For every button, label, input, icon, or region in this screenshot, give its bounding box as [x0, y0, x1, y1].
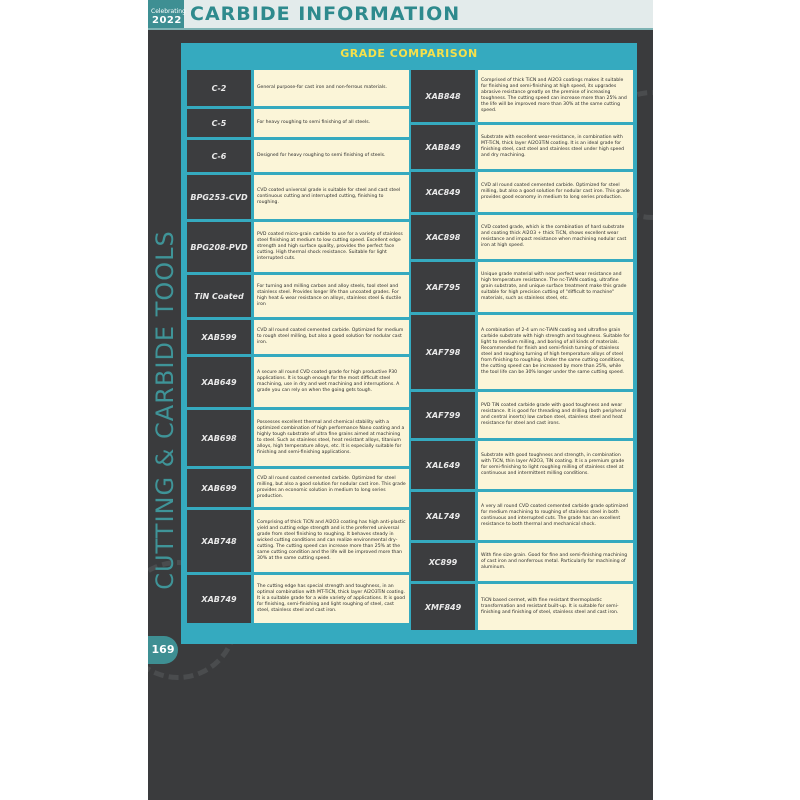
grade-code: XAF798	[411, 315, 475, 389]
grade-code: XAB698	[187, 410, 251, 466]
grade-row	[411, 392, 633, 438]
grade-code: TiN Coated	[187, 275, 251, 317]
grade-description: CVD all round coated cemented carbide. Optimized for steel milling, but also a good solution for nodular cast iron. This grade provides good economy in medium to long series production.	[478, 172, 633, 212]
grade-code: BPG208-PVD	[187, 222, 251, 272]
anniversary-badge	[148, 0, 184, 28]
grade-description: Possesses excellent thermal and chemical stability with a optimized combination of high performance Nano coating and a highly tough substrate of ultra fine grains aimed at machining to steel. Such as stainless steel, heat resistant alloys, titanium alloys, high temperature alloys, etc. It is especially suitable for finishing and semi-finishing applications.	[254, 410, 409, 466]
grade-description: A secure all round CVD coated grade for high productive P30 applications. It is tough enough for the most difficult steel machining, use in dry and wet machining and interruptions. A grade you can rely on when the going gets tough.	[254, 357, 409, 407]
section-label: CUTTING & CARBIDE TOOLS	[151, 230, 179, 590]
grade-code: XAC898	[411, 215, 475, 259]
grade-row	[411, 584, 633, 630]
grade-code: XC899	[411, 543, 475, 581]
grade-row	[411, 262, 633, 312]
grade-row	[187, 510, 409, 572]
grade-description: CVD coated grade, which is the combination of hard substrate and coating thick Al2O3 + thick TiCN, shows excellent wear resistance and impact resistance when machining nodular cast iron at high speed.	[478, 215, 633, 259]
grade-code: XAB848	[411, 70, 475, 122]
grade-row	[187, 469, 409, 507]
badge-caption: Celebrating	[151, 8, 186, 15]
grade-description: For heavy roughing to semi finishing of all steels.	[254, 109, 409, 137]
grade-description: General purpose-for cast iron and non-ferrous materials.	[254, 70, 409, 106]
grade-code: XAB748	[187, 510, 251, 572]
grade-row	[411, 172, 633, 212]
grade-description: Unique grade material with near perfect wear resistance and high temperature resistance. The nc-TiAlN coating, ultrafine grain substrate, and unique surface treatment make this grade suitable for high precision cutting of "difficult to machine" materials, such as stainless steel, etc.	[478, 262, 633, 312]
grade-description: Designed for heavy roughing to semi finishing of steels.	[254, 140, 409, 172]
grade-description: PVD TiN coated carbide grade with good toughness and wear resistance. It is good for threading and drilling (both peripheral and central inserts) low carbon steel, stainless steel and heat resistance for steel and cast irons.	[478, 392, 633, 438]
grade-row	[411, 215, 633, 259]
grade-description: CVD all round coated cemented carbide. Optimized for medium to rough steel milling, but also a good solution for nodular cast iron.	[254, 320, 409, 354]
grade-row	[187, 70, 409, 106]
grade-description: A very all round CVD coated cemented carbide grade optimized for medium machining to roughing of stainless steel in both continuous and interrupted cuts. The grade has an excellent resistance to both thermal and mechanical shock.	[478, 492, 633, 540]
grade-row	[411, 70, 633, 122]
grade-description: Comprising of thick TiCN and Al2O3 coating has high anti-plastic yield and cutting edge strength and is the preferred universal grade from steel finishing to roughing. It behaves steady in wicked cutting conditions and can realize environmental dry-cutting. The cutting speed can increase more than 25% at the same cutting condition and the life will be improved more than 30% at the same cutting speed.	[254, 510, 409, 572]
page-header	[148, 0, 653, 30]
badge-year: 2022	[152, 15, 182, 26]
grade-row	[187, 357, 409, 407]
grade-row	[411, 492, 633, 540]
grade-code: XAF795	[411, 262, 475, 312]
grade-code: BPG253-CVD	[187, 175, 251, 219]
grade-row	[187, 175, 409, 219]
grade-description: CVD coated universal grade is suitable for steel and cast steel continuous cutting and interrupted cutting, finishing to roughing.	[254, 175, 409, 219]
catalog-page	[148, 0, 653, 800]
grade-row	[187, 222, 409, 272]
grade-code: XAB599	[187, 320, 251, 354]
grade-description: A combination of 2-4 um nc-TiAlN coating and ultrafine grain carbide substrate with high strength and toughness. Suitable for light to medium milling, and boring of all kinds of materials. Recommended for finish and semi-finish turning of stainless steel and roughing turning of high temperature alloys of steel from finishing to roughing. Under the same cutting conditions, the cutting speed can be increased by more than 25%, while the tool life can be 30% longer under the same cutting speed.	[478, 315, 633, 389]
grade-row	[411, 125, 633, 169]
grade-column-right	[411, 70, 633, 630]
grade-code: XAB849	[411, 125, 475, 169]
grade-row	[187, 275, 409, 317]
section-spine	[150, 180, 180, 640]
grade-row	[187, 140, 409, 172]
grade-description: Substrate with good toughness and strength, in combination with TiCN, thin layer Al2O3, TiN coating. It is a premium grade for semi-finishing to light roughing milling of stainless steel at continuous and intermittent milling conditions.	[478, 441, 633, 489]
grade-description: Comprised of thick TiCN and Al2O3 coatings makes it suitable for finishing and semi-finishing at high speed, its upgrades abrasive resistance greatly on the premise of increasing toughness. The cutting speed can increase more than 25% and the life will be improved more than 30% at the same cutting speed.	[478, 70, 633, 122]
grade-description: TiCN based cermet, with fine resistant thermoplastic transformation and resistant built-up. It is suitable for semi-finishing and finishing of steel, stainless steel and cast iron.	[478, 584, 633, 630]
grade-row	[411, 315, 633, 389]
grade-code: C-5	[187, 109, 251, 137]
grade-row	[411, 543, 633, 581]
grade-code: XAB749	[187, 575, 251, 623]
grade-code: C-2	[187, 70, 251, 106]
page-number: 169	[148, 636, 178, 664]
grade-column-left	[187, 70, 409, 623]
grade-row	[187, 320, 409, 354]
grade-comparison-panel	[181, 43, 637, 644]
panel-title: GRADE COMPARISON	[340, 47, 478, 60]
grade-code: XMF849	[411, 584, 475, 630]
grade-code: XAF799	[411, 392, 475, 438]
grade-description: Substrate with excellent wear-resistance, in combination with MT-TiCN, thick layer Al2O3TiN coating. It is an ideal grade for finishing steel, cast steel and stainless steel under high speed and dry machining.	[478, 125, 633, 169]
grade-code: XAL649	[411, 441, 475, 489]
grade-row	[187, 410, 409, 466]
grade-code: XAL749	[411, 492, 475, 540]
grade-description: PVD coated micro-grain carbide to use for a variety of stainless steel finishing at medium to low cutting speed. Excellent edge strength and high surface quality, provides the perfect face cutting. High thermal shock resistance. Suitable for light interrupted cuts.	[254, 222, 409, 272]
grade-description: The cutting edge has special strength and toughness, in an optimal combination with MT-TiCN, thick layer Al2O3TiN coating. It is a suitable grade for a wide variety of applications. It is good for finishing, semi-finishing and light roughing of steel, cast steel, stainless steel and cast iron.	[254, 575, 409, 623]
grade-row	[187, 109, 409, 137]
grade-code: XAB649	[187, 357, 251, 407]
grade-description: CVD all round coated cemented carbide. Optimized for steel milling, but also a good solution for nodular cast iron. This grade provides an economic solution in medium to long series production.	[254, 469, 409, 507]
grade-description: With fine size grain. Good for fine and semi-finishing machining of cast iron and nonferrous metal. Particularly for machining of aluminum.	[478, 543, 633, 581]
grade-code: XAC849	[411, 172, 475, 212]
grade-row	[187, 575, 409, 623]
grade-code: XAB699	[187, 469, 251, 507]
grade-code: C-6	[187, 140, 251, 172]
grade-description: For turning and milling carbon and alloy steels, tool steel and stainless steel. Provides longer life than uncoated grades. For high heat & wear resistance on alloys, stainless steel & ductile iron	[254, 275, 409, 317]
grade-row	[411, 441, 633, 489]
page-title: CARBIDE INFORMATION	[190, 3, 461, 25]
